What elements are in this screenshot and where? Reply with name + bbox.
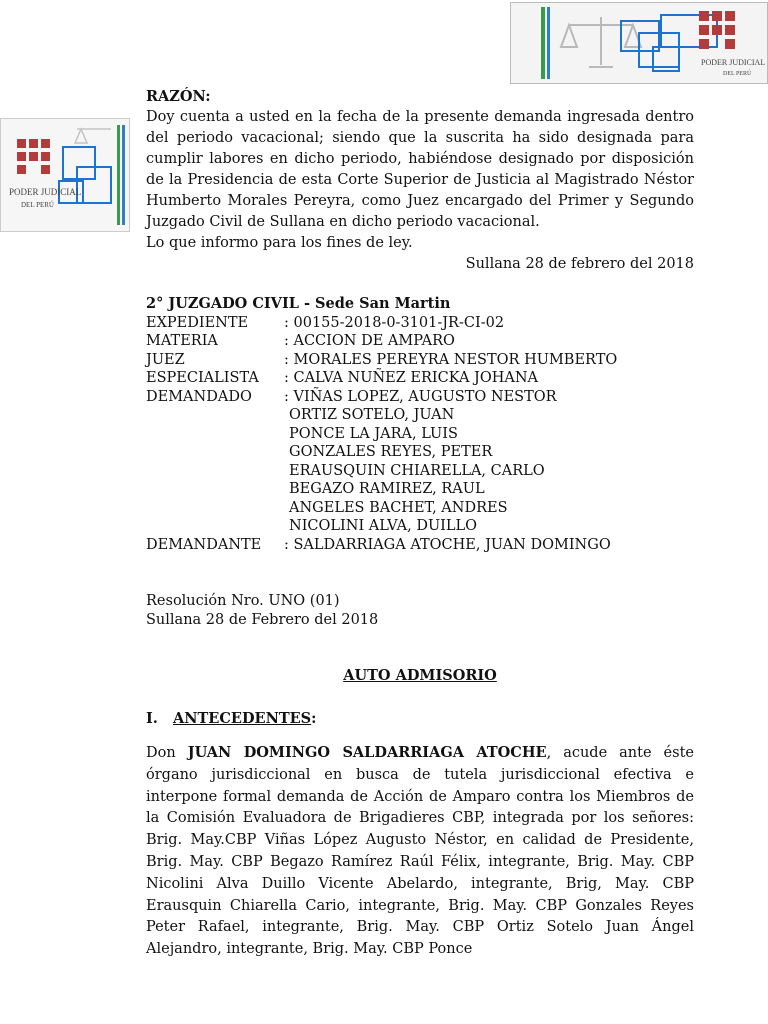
demandado-extra: ANGELES BACHET, ANDRES [289,499,508,516]
demandado-label: DEMANDADO [146,388,252,405]
expediente-label: EXPEDIENTE [146,314,249,331]
auto-admisorio-title: AUTO ADMISORIO [343,667,497,684]
razon-paragraph: Doy cuenta a usted en la fecha de la presente demanda ingresada dentro del periodo vacacional; siendo que la suscrita ha sido designada para cumplir labores en dicho periodo, habiéndose designado por disposición de la Presidencia de esta Corte Superior de Justicia al Magistrado Néstor Humberto Morales Pereyra, como Juez encargado del Primer y Segundo Juzgado Civil de Sullana en dicho periodo vacacional. [146,109,694,230]
razon-section [146,86,694,275]
demandado-extra: ORTIZ SOTELO, JUAN [289,407,455,423]
resolucion-number: Resolución Nro. UNO (01) [146,593,340,609]
demandado-extra: PONCE LA JARA, LUIS [289,425,458,442]
demandado-extra: ERAUSQUIN CHIARELLA, CARLO [289,462,545,479]
body-prefix: Don [146,745,188,761]
logo-left-text-line2: DEL PERÚ [21,201,54,209]
row-demandado [146,388,694,407]
court-emblem-icon [1,119,129,231]
section-number: I. [146,710,158,727]
logo-text-line2: DEL PERÚ [723,71,752,77]
case-header [146,295,694,554]
poder-judicial-logo-top [510,2,768,84]
juez-label: JUEZ [146,351,185,368]
especialista-label: ESPECIALISTA [146,370,259,386]
demandado-extra: BEGAZO RAMIREZ, RAUL [289,481,485,497]
demandado-extra: GONZALES REYES, PETER [289,444,493,460]
demandante-value: : SALDARRIAGA ATOCHE, JUAN DOMINGO [284,536,611,553]
materia-label: MATERIA [146,333,218,349]
razon-title: RAZÓN: [146,88,211,105]
row-especialista [146,369,694,388]
demandante-label: DEMANDANTE [146,536,262,553]
logo-text-line1: PODER JUDICIAL [701,58,766,67]
body-name: JUAN DOMINGO SALDARRIAGA ATOCHE [187,744,547,761]
row-materia [146,332,694,351]
resolucion-date: Sullana 28 de Febrero del 2018 [146,612,379,628]
demandado-value: : VIÑAS LOPEZ, AUGUSTO NESTOR [284,388,557,405]
antecedentes-paragraph [146,742,694,961]
scales-of-justice-icon [511,3,767,83]
razon-closing: Lo que informo para los fines de ley. [146,235,413,251]
expediente-value: : 00155-2018-0-3101-JR-CI-02 [284,314,505,331]
section-title: ANTECEDENTES [173,710,312,727]
razon-date: Sullana 28 de febrero del 2018 [465,256,694,272]
court-title: 2° JUZGADO CIVIL - Sede San Martin [146,295,451,312]
row-expediente [146,314,694,333]
juez-value: : MORALES PEREYRA NESTOR HUMBERTO [284,351,618,368]
resolucion-section [146,592,694,630]
row-juez [146,351,694,370]
body-text: , acude ante éste órgano jurisdiccional en busca de tutela jurisdiccional efectiva e interpone formal demanda de Acción de Amparo contra los Miembros de la Comisión Evaluadora de Brigadieres CBP, integrada por los señores: Brig. May.CBP Viñas López Augusto Néstor, en calidad de Presidente, Brig. May. CBP Begazo Ramírez Raúl Félix, integrante, Brig. May. CBP Nicolini Alva Duillo Vicente Abelardo, integrante, Brig, May. CBP Erausquin Chiarella Cario, integrante, Brig. May. CBP Gonzales Reyes Peter Rafael, integrante, Brig. May. CBP Ortiz Sotelo Juan Ángel Alejandro, integrante, Brig. May. CBP Ponce [146,745,694,958]
row-demandante [146,536,694,555]
section-antecedentes-heading [146,708,317,729]
demandado-extra: NICOLINI ALVA, DUILLO [289,518,478,534]
logo-left-text-line1: PODER JUDICIAL [9,187,82,197]
materia-value: : ACCION DE AMPARO [284,333,455,349]
section-colon: : [311,710,317,727]
poder-judicial-logo-left [0,118,130,232]
especialista-value: : CALVA NUÑEZ ERICKA JOHANA [284,370,539,386]
